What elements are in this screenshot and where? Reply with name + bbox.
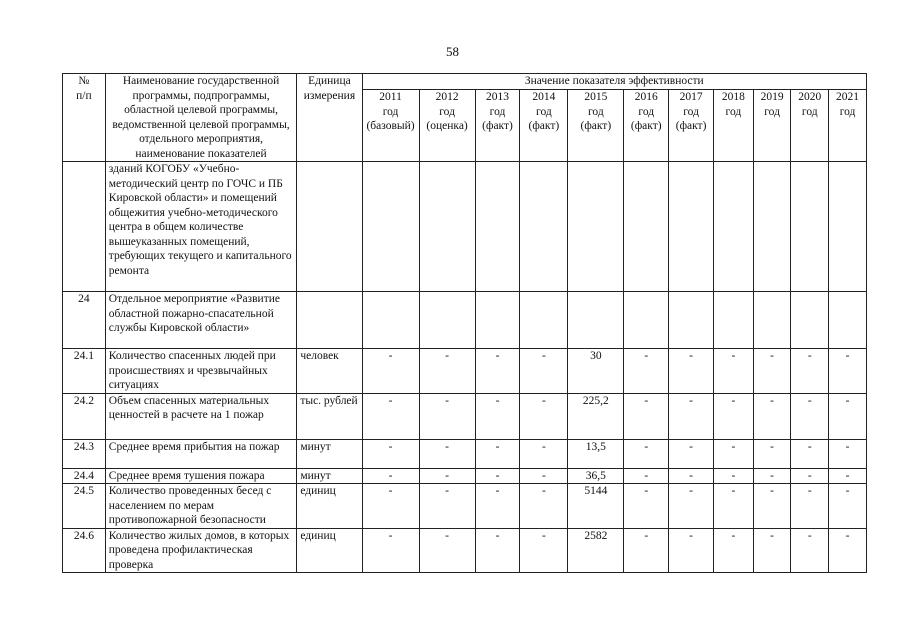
- value-cell: -: [829, 439, 867, 468]
- value-cell: -: [362, 528, 419, 573]
- value-cell: [475, 162, 520, 292]
- value-cell: -: [624, 484, 669, 529]
- value-cell: -: [753, 468, 791, 484]
- unit-cell: тыс. рублей: [297, 393, 362, 439]
- value-cell: -: [362, 349, 419, 394]
- table-row: [63, 439, 867, 468]
- value-cell: -: [520, 439, 568, 468]
- value-cell: -: [475, 439, 520, 468]
- row-number: 24.5: [63, 484, 106, 529]
- value-cell: 30: [568, 349, 624, 394]
- indicators-table: [62, 73, 867, 573]
- value-cell: -: [475, 468, 520, 484]
- year-header-cell: 2021 год: [829, 90, 867, 162]
- value-cell: -: [829, 468, 867, 484]
- col-header-values: Значение показателя эффективности: [362, 74, 866, 90]
- value-cell: -: [829, 528, 867, 573]
- value-cell: -: [475, 484, 520, 529]
- row-number: 24.3: [63, 439, 106, 468]
- value-cell: [419, 162, 475, 292]
- value-cell: -: [669, 439, 714, 468]
- value-cell: -: [714, 439, 754, 468]
- indicator-name: зданий КОГОБУ «Учебно-методический центр по ГОЧС и ПБ Кировской области» и помещений общежития учебно-методического центра в общем количестве вышеуказанных помещений, требующих текущего и капитального ремонта: [105, 162, 297, 292]
- indicator-name: Среднее время прибытия на пожар: [105, 439, 297, 468]
- unit-cell: минут: [297, 468, 362, 484]
- value-cell: -: [362, 393, 419, 439]
- value-cell: -: [520, 468, 568, 484]
- value-cell: -: [753, 528, 791, 573]
- value-cell: -: [791, 439, 829, 468]
- value-cell: -: [669, 393, 714, 439]
- value-cell: -: [714, 528, 754, 573]
- value-cell: [419, 292, 475, 349]
- value-cell: -: [419, 484, 475, 529]
- value-cell: [520, 162, 568, 292]
- table-body: [63, 162, 867, 573]
- value-cell: -: [829, 484, 867, 529]
- row-number: 24.4: [63, 468, 106, 484]
- value-cell: -: [791, 468, 829, 484]
- value-cell: [714, 162, 754, 292]
- col-header-unit: Единица измерения: [297, 74, 362, 162]
- value-cell: 36,5: [568, 468, 624, 484]
- table-row: [63, 484, 867, 529]
- value-cell: -: [475, 393, 520, 439]
- value-cell: [624, 292, 669, 349]
- col-header-num: № п/п: [63, 74, 106, 162]
- unit-cell: минут: [297, 439, 362, 468]
- row-number: 24.1: [63, 349, 106, 394]
- year-header-cell: 2018 год: [714, 90, 754, 162]
- value-cell: -: [624, 528, 669, 573]
- value-cell: 2582: [568, 528, 624, 573]
- value-cell: -: [520, 393, 568, 439]
- value-cell: 225,2: [568, 393, 624, 439]
- value-cell: -: [753, 439, 791, 468]
- year-header-cell: 2019 год: [753, 90, 791, 162]
- value-cell: [362, 292, 419, 349]
- value-cell: -: [362, 439, 419, 468]
- value-cell: -: [791, 484, 829, 529]
- indicator-name: Отдельное мероприятие «Развитие областной пожарно-спасательной службы Кировской области»: [105, 292, 297, 349]
- value-cell: -: [475, 349, 520, 394]
- year-header-cell: 2016 год (факт): [624, 90, 669, 162]
- indicator-name: Количество спасенных людей при происшествиях и чрезвычайных ситуациях: [105, 349, 297, 394]
- value-cell: 13,5: [568, 439, 624, 468]
- value-cell: [753, 292, 791, 349]
- table-row: [63, 468, 867, 484]
- value-cell: [753, 162, 791, 292]
- value-cell: -: [829, 393, 867, 439]
- value-cell: -: [669, 349, 714, 394]
- value-cell: 5144: [568, 484, 624, 529]
- value-cell: -: [714, 468, 754, 484]
- value-cell: -: [791, 393, 829, 439]
- value-cell: -: [362, 484, 419, 529]
- value-cell: -: [624, 349, 669, 394]
- value-cell: [714, 292, 754, 349]
- value-cell: -: [419, 349, 475, 394]
- year-header-cell: 2012 год (оценка): [419, 90, 475, 162]
- unit-cell: [297, 292, 362, 349]
- unit-cell: человек: [297, 349, 362, 394]
- value-cell: -: [624, 393, 669, 439]
- value-cell: -: [520, 528, 568, 573]
- unit-cell: [297, 162, 362, 292]
- row-number: 24.2: [63, 393, 106, 439]
- indicator-name: Количество проведенных бесед с населением по мерам противопожарной безопасности: [105, 484, 297, 529]
- value-cell: [568, 162, 624, 292]
- value-cell: -: [669, 468, 714, 484]
- row-number: 24: [63, 292, 106, 349]
- value-cell: -: [419, 468, 475, 484]
- value-cell: -: [520, 484, 568, 529]
- value-cell: -: [669, 528, 714, 573]
- value-cell: [362, 162, 419, 292]
- value-cell: [829, 162, 867, 292]
- value-cell: [568, 292, 624, 349]
- value-cell: -: [475, 528, 520, 573]
- table-row: [63, 528, 867, 573]
- table-row: [63, 162, 867, 292]
- unit-cell: единиц: [297, 528, 362, 573]
- value-cell: [791, 292, 829, 349]
- indicator-name: Объем спасенных материальных ценностей в расчете на 1 пожар: [105, 393, 297, 439]
- value-cell: [829, 292, 867, 349]
- value-cell: -: [753, 349, 791, 394]
- value-cell: -: [714, 393, 754, 439]
- unit-cell: единиц: [297, 484, 362, 529]
- value-cell: -: [362, 468, 419, 484]
- indicator-name: Количество жилых домов, в которых проведена профилактическая проверка: [105, 528, 297, 573]
- value-cell: [475, 292, 520, 349]
- table-row: [63, 393, 867, 439]
- year-header-cell: 2017 год (факт): [669, 90, 714, 162]
- value-cell: -: [520, 349, 568, 394]
- value-cell: -: [791, 528, 829, 573]
- value-cell: -: [419, 439, 475, 468]
- value-cell: -: [829, 349, 867, 394]
- value-cell: [669, 292, 714, 349]
- year-header-cell: 2014 год (факт): [520, 90, 568, 162]
- value-cell: [669, 162, 714, 292]
- table-row: [63, 349, 867, 394]
- value-cell: -: [791, 349, 829, 394]
- row-number: [63, 162, 106, 292]
- year-header-cell: 2015 год (факт): [568, 90, 624, 162]
- value-cell: -: [419, 528, 475, 573]
- value-cell: -: [624, 468, 669, 484]
- table-row: [63, 292, 867, 349]
- value-cell: -: [753, 484, 791, 529]
- value-cell: -: [419, 393, 475, 439]
- value-cell: -: [714, 349, 754, 394]
- value-cell: -: [714, 484, 754, 529]
- page-number: 58: [446, 44, 459, 59]
- year-header-cell: 2013 год (факт): [475, 90, 520, 162]
- col-header-name: Наименование государственной программы, подпрограммы, областной целевой программы, ведомственной целевой программы, отдельного мероприятия, наименование показателей: [105, 74, 297, 162]
- value-cell: [624, 162, 669, 292]
- value-cell: -: [753, 393, 791, 439]
- value-cell: -: [669, 484, 714, 529]
- indicator-name: Среднее время тушения пожара: [105, 468, 297, 484]
- value-cell: [520, 292, 568, 349]
- value-cell: [791, 162, 829, 292]
- value-cell: -: [624, 439, 669, 468]
- year-header-cell: 2011 год (базовый): [362, 90, 419, 162]
- year-header-cell: 2020 год: [791, 90, 829, 162]
- row-number: 24.6: [63, 528, 106, 573]
